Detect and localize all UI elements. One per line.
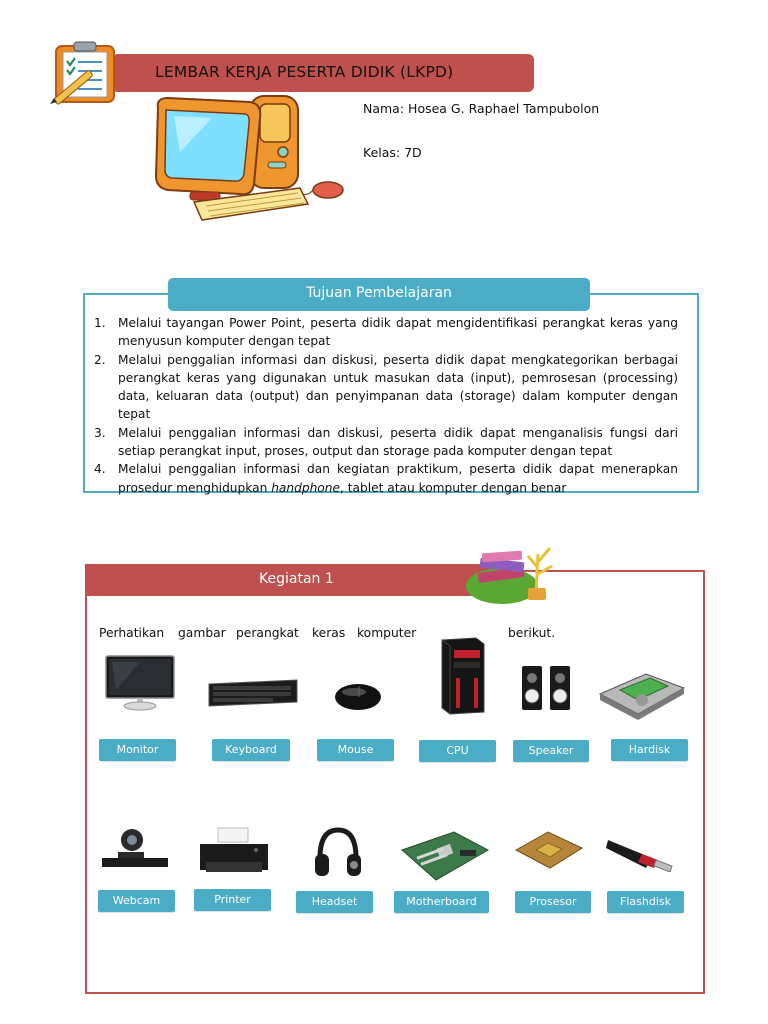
class-field [363, 145, 422, 160]
label-mouse: Mouse [317, 739, 394, 761]
computer-illustration [150, 92, 350, 228]
name-label: Nama: [363, 101, 405, 116]
clipboard-checklist-icon [48, 40, 120, 106]
hardisk-image [596, 670, 688, 720]
learning-goals-title: Tujuan Pembelajaran [306, 285, 452, 301]
label-printer: Printer [194, 889, 271, 911]
learning-goals-list [92, 314, 678, 497]
books-plant-illustration [462, 544, 558, 606]
label-headset: Headset [296, 891, 373, 913]
label-cpu: CPU [419, 740, 496, 762]
class-label: Kelas: [363, 145, 401, 160]
printer-image [196, 826, 272, 878]
label-prosesor: Prosesor [515, 891, 591, 913]
label-speaker: Speaker [513, 740, 589, 762]
motherboard-image [398, 828, 492, 884]
label-webcam: Webcam [98, 890, 175, 912]
label-monitor: Monitor [99, 739, 176, 761]
instruction-word: komputer [357, 626, 417, 640]
label-hardisk: Hardisk [611, 739, 688, 761]
instruction-word: keras [312, 626, 346, 640]
monitor-image [104, 654, 176, 712]
instruction-word: gambar [178, 626, 226, 640]
activity-title: Kegiatan 1 [259, 571, 334, 587]
goal-item: 4. Melalui penggalian informasi dan kegiatan praktikum, peserta didik dapat menerapkan prosedur menghidupkan handphone, tablet atau komputer dengan benar [94, 462, 678, 495]
instruction-word: Perhatikan [99, 626, 165, 640]
goal-item: 2. Melalui penggalian informasi dan diskusi, peserta didik dapat mengkategorikan berbagai perangkat keras yang digunakan untuk masukan data (input), pemrosesan (processing) data, keluaran data (output) dan penyimpanan data (storage) dalam komputer dengan tepat [94, 352, 678, 422]
prosesor-image [514, 830, 584, 870]
headset-image [312, 824, 364, 880]
instruction-word: berikut. [508, 626, 556, 640]
label-keyboard: Keyboard [212, 739, 290, 761]
flashdisk-image [604, 832, 676, 872]
cpu-image [436, 636, 488, 716]
webcam-image [100, 828, 170, 870]
goal-item: 3. Melalui penggalian informasi dan diskusi, peserta didik dapat menganalisis fungsi dari setiap perangkat input, proses, output dan storage pada komputer dengan tepat [94, 425, 678, 459]
mouse-image [333, 680, 383, 712]
label-flashdisk: Flashdisk [607, 891, 684, 913]
page-title: LEMBAR KERJA PESERTA DIDIK (LKPD) [155, 63, 454, 81]
speaker-image [520, 664, 572, 712]
instruction-word: perangkat [236, 626, 299, 640]
name-value: Hosea G. Raphael Tampubolon [408, 101, 600, 116]
class-value: 7D [404, 145, 422, 160]
label-motherboard: Motherboard [394, 891, 489, 913]
keyboard-image [207, 676, 299, 708]
goal-item: 1. Melalui tayangan Power Point, peserta didik dapat mengidentifikasi perangkat keras yang menyusun komputer dengan tepat [94, 316, 678, 349]
name-field [363, 101, 599, 116]
